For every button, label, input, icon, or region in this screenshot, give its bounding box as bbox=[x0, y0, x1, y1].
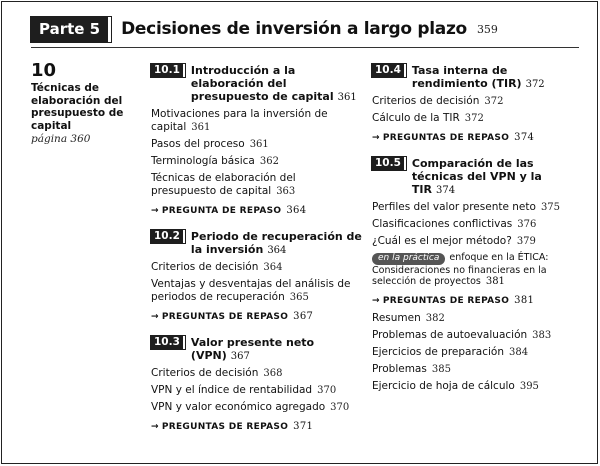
toc-entry-page: 376 bbox=[517, 219, 537, 230]
toc-entry[interactable] bbox=[151, 384, 363, 397]
toc-column-left bbox=[151, 64, 363, 446]
section-title: Periodo de recuperación de la inversión bbox=[190, 230, 362, 256]
section-page: 372 bbox=[525, 79, 545, 90]
section-number: 10.3 bbox=[151, 336, 185, 349]
toc-entry-text: Criterios de decisión bbox=[151, 261, 259, 273]
toc-entry-problems[interactable] bbox=[372, 363, 586, 376]
section-title: Introducción a la elaboración del presupuesto de capital bbox=[190, 64, 334, 103]
toc-entry[interactable] bbox=[151, 108, 363, 134]
toc-entry-text: Ejercicio de hoja de cálculo bbox=[372, 379, 515, 392]
toc-entry-text: VPN y valor económico agregado bbox=[151, 401, 326, 413]
toc-entry-warmup[interactable] bbox=[372, 346, 586, 359]
toc-entry[interactable] bbox=[151, 261, 363, 274]
toc-entry[interactable] bbox=[151, 401, 363, 414]
practice-page: 381 bbox=[485, 276, 505, 287]
header-divider bbox=[31, 47, 579, 48]
toc-entry-text: Pasos del proceso bbox=[151, 138, 245, 150]
practice-text: enfoque en la ÉTICA: Consideraciones no financieras en la selección de proyectos bbox=[372, 252, 549, 287]
section-heading[interactable] bbox=[151, 230, 363, 257]
toc-entry-text: Ejercicios de preparación bbox=[372, 345, 505, 358]
section-heading[interactable] bbox=[151, 64, 363, 104]
section-10-4 bbox=[372, 64, 586, 143]
toc-entry-text: Criterios de decisión bbox=[372, 95, 480, 107]
section-title: Comparación de las técnicas del VPN y la TIR bbox=[411, 157, 542, 196]
toc-entry-page: 361 bbox=[249, 139, 269, 150]
toc-entry-page: 370 bbox=[330, 402, 350, 413]
section-title: Valor presente neto (VPN) bbox=[190, 336, 315, 362]
toc-entry-page: 370 bbox=[317, 385, 337, 396]
section-heading[interactable] bbox=[372, 64, 586, 91]
toc-entry-page: 382 bbox=[425, 312, 445, 324]
toc-entry[interactable] bbox=[372, 112, 586, 125]
section-number: 10.1 bbox=[151, 64, 185, 77]
toc-entry-text: Resumen bbox=[372, 311, 421, 324]
section-page: 374 bbox=[436, 185, 456, 196]
section-10-1 bbox=[151, 64, 363, 216]
section-number: 10.4 bbox=[372, 64, 406, 77]
section-number: 10.2 bbox=[151, 230, 185, 243]
end-matter bbox=[372, 312, 586, 393]
toc-entry-spreadsheet[interactable] bbox=[372, 380, 586, 393]
review-label: PREGUNTAS DE REPASO bbox=[382, 295, 510, 306]
toc-entry[interactable] bbox=[372, 95, 586, 108]
section-heading[interactable] bbox=[151, 336, 363, 363]
toc-entry-text: Problemas bbox=[372, 362, 427, 375]
practice-badge: en la práctica bbox=[372, 253, 445, 265]
toc-entry-text: ¿Cuál es el mejor método? bbox=[372, 235, 512, 247]
toc-column-right bbox=[372, 64, 586, 407]
toc-entry-summary[interactable] bbox=[372, 312, 586, 325]
toc-entry-page: 384 bbox=[509, 346, 529, 358]
toc-entry-page: 372 bbox=[464, 113, 484, 124]
part-header bbox=[31, 14, 551, 44]
toc-entry-page: 395 bbox=[519, 380, 539, 392]
review-page: 367 bbox=[293, 311, 314, 322]
toc-entry-page: 362 bbox=[259, 156, 279, 167]
chapter-number: 10 bbox=[31, 60, 57, 81]
chapter-title: Técnicas de elaboración del presupuesto de capital bbox=[31, 82, 124, 132]
toc-entry[interactable] bbox=[151, 278, 363, 304]
toc-entry[interactable] bbox=[372, 201, 586, 214]
section-10-2 bbox=[151, 230, 363, 322]
review-page: 381 bbox=[514, 294, 535, 306]
toc-entry[interactable] bbox=[372, 235, 586, 248]
section-10-3 bbox=[151, 336, 363, 432]
toc-entry-text: Clasificaciones conflictivas bbox=[372, 218, 513, 230]
section-page: 364 bbox=[267, 245, 287, 256]
toc-entry-text: Perfiles del valor presente neto bbox=[372, 201, 536, 213]
toc-entry-page: 368 bbox=[263, 368, 283, 379]
toc-entry-self-test[interactable] bbox=[372, 329, 586, 342]
toc-entry-page: 385 bbox=[431, 363, 451, 375]
section-page: 361 bbox=[337, 92, 357, 103]
toc-entry-page: 375 bbox=[540, 202, 561, 213]
chapter-block bbox=[31, 62, 143, 145]
toc-entry-text: Ventajas y desventajas del análisis de periodos de recuperación bbox=[151, 278, 351, 303]
toc-entry[interactable] bbox=[151, 367, 363, 380]
arrow-right-icon: → bbox=[151, 206, 159, 216]
review-page: 371 bbox=[293, 421, 314, 432]
arrow-right-icon: → bbox=[372, 133, 380, 143]
toc-entry-page: 364 bbox=[263, 262, 283, 273]
arrow-right-icon: → bbox=[151, 422, 159, 432]
arrow-right-icon: → bbox=[151, 312, 159, 322]
arrow-right-icon: → bbox=[372, 295, 380, 306]
toc-entry-text: Problemas de autoevaluación bbox=[372, 328, 528, 341]
toc-entry-page: 365 bbox=[289, 292, 309, 303]
section-heading[interactable] bbox=[372, 157, 586, 197]
toc-entry-text: Técnicas de elaboración del presupuesto de capital bbox=[151, 172, 296, 197]
review-page: 374 bbox=[514, 132, 535, 143]
toc-entry-text: Motivaciones para la inversión de capital bbox=[151, 108, 328, 133]
review-label: PREGUNTAS DE REPASO bbox=[161, 422, 289, 432]
toc-entry[interactable] bbox=[151, 138, 363, 151]
toc-entry-text: Terminología básica bbox=[151, 155, 255, 167]
review-questions[interactable] bbox=[151, 311, 363, 322]
toc-entry[interactable] bbox=[151, 155, 363, 168]
practice-entry[interactable] bbox=[372, 252, 586, 288]
toc-entry-page: 363 bbox=[276, 186, 296, 197]
section-title: Tasa interna de rendimiento (TIR) bbox=[411, 64, 522, 90]
review-label: PREGUNTAS DE REPASO bbox=[382, 133, 510, 143]
part-title: Decisiones de inversión a largo plazo bbox=[121, 19, 467, 39]
review-questions[interactable] bbox=[151, 205, 363, 216]
review-questions[interactable] bbox=[151, 421, 363, 432]
review-label: PREGUNTAS DE REPASO bbox=[161, 312, 289, 322]
review-label: PREGUNTA DE REPASO bbox=[161, 206, 282, 216]
review-page: 364 bbox=[286, 205, 307, 216]
section-page: 367 bbox=[230, 351, 250, 362]
review-questions[interactable] bbox=[372, 295, 586, 306]
toc-entry[interactable] bbox=[372, 218, 586, 231]
toc-entry-text: Cálculo de la TIR bbox=[372, 112, 460, 124]
chapter-page: página 360 bbox=[31, 133, 91, 145]
toc-entry-page: 379 bbox=[516, 236, 536, 247]
toc-entry[interactable] bbox=[151, 172, 363, 198]
part-page-number: 359 bbox=[476, 22, 498, 36]
toc-entry-text: Criterios de decisión bbox=[151, 367, 259, 379]
toc-entry-page: 361 bbox=[191, 122, 211, 133]
review-questions[interactable] bbox=[372, 132, 586, 143]
toc-entry-page: 372 bbox=[484, 96, 504, 107]
section-number: 10.5 bbox=[372, 157, 406, 170]
toc-entry-page: 383 bbox=[532, 329, 552, 341]
section-10-5 bbox=[372, 157, 586, 306]
part-label: Parte 5 bbox=[31, 17, 111, 42]
toc-entry-text: VPN y el índice de rentabilidad bbox=[151, 384, 313, 396]
